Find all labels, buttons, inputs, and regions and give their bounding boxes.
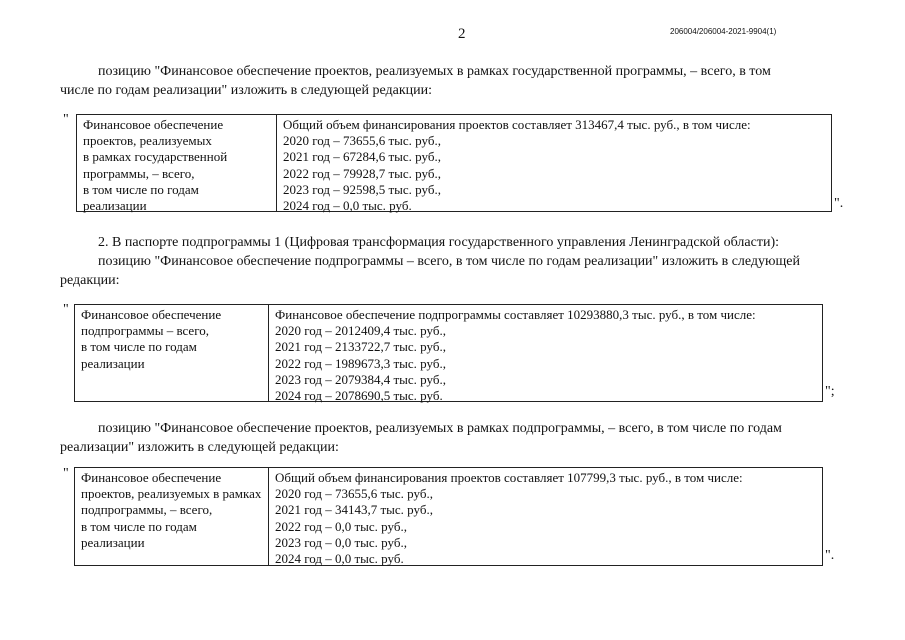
label-line: подпрограммы – всего, — [81, 323, 209, 339]
label-line: в том числе по годам — [81, 339, 197, 355]
content-line: 2020 год – 73655,6 тыс. руб., — [275, 486, 433, 502]
content-line: 2024 год – 0,0 тыс. руб. — [275, 551, 404, 567]
paragraph-3 — [60, 419, 782, 457]
paragraph-line: позицию "Финансовое обеспечение проектов, реализуемых в рамках подпрограммы, – всего, в том числе по годам — [98, 421, 782, 436]
label-line: реализации — [81, 355, 145, 371]
table-content-cell — [275, 307, 756, 404]
content-line: Общий объем финансирования проектов составляет 313467,4 тыс. руб., в том числе: — [283, 117, 751, 132]
content-line: 2022 год – 1989673,3 тыс. руб., — [275, 355, 446, 371]
content-line: 2024 год – 0,0 тыс. руб. — [283, 198, 412, 214]
label-line: реализации — [83, 198, 147, 214]
open-quote: " — [63, 112, 69, 127]
column-divider — [268, 305, 269, 401]
content-line: 2021 год – 67284,6 тыс. руб., — [283, 149, 441, 165]
column-divider — [276, 115, 277, 211]
table-label-cell — [81, 307, 221, 372]
document-code: 206004/206004-2021-9904(1) — [670, 27, 777, 36]
table-label-cell — [81, 470, 261, 551]
label-line: подпрограммы, – всего, — [81, 502, 213, 518]
label-line: проектов, реализуемых — [83, 133, 212, 149]
label-line: Финансовое обеспечение — [81, 470, 222, 485]
close-quote: ". — [834, 196, 844, 211]
financing-table-3 — [74, 467, 823, 566]
page-number: 2 — [458, 26, 466, 42]
content-line: 2020 год – 2012409,4 тыс. руб., — [275, 323, 446, 339]
content-line: 2021 год – 2133722,7 тыс. руб., — [275, 339, 446, 355]
content-line: Финансовое обеспечение подпрограммы составляет 10293880,3 тыс. руб., в том числе: — [275, 307, 756, 322]
label-line: в том числе по годам — [81, 518, 197, 534]
label-line: реализации — [81, 534, 145, 550]
paragraph-line: позицию "Финансовое обеспечение проектов, реализуемых в рамках государственной программы, – всего, в том — [98, 64, 771, 79]
label-line: в рамках государственной — [83, 149, 228, 165]
paragraph-2 — [60, 233, 800, 290]
open-quote: " — [63, 466, 69, 481]
close-quote: "; — [825, 384, 835, 399]
content-line: 2021 год – 34143,7 тыс. руб., — [275, 502, 433, 518]
content-line: 2024 год – 2078690,5 тыс. руб. — [275, 388, 443, 404]
label-line: проектов, реализуемых в рамках — [81, 486, 262, 502]
paragraph-1 — [60, 62, 771, 100]
table-content-cell — [275, 470, 743, 567]
label-line: в том числе по годам — [83, 181, 199, 197]
label-line: Финансовое обеспечение — [83, 117, 224, 132]
table-label-cell — [83, 117, 227, 214]
content-line: 2023 год – 2079384,4 тыс. руб., — [275, 371, 446, 387]
paragraph-line: числе по годам реализации" изложить в следующей редакции: — [60, 83, 433, 98]
content-line: 2023 год – 92598,5 тыс. руб., — [283, 181, 441, 197]
table-content-cell — [283, 117, 751, 214]
content-line: 2022 год – 0,0 тыс. руб., — [275, 518, 407, 534]
paragraph-line: реализации" изложить в следующей редакции: — [60, 440, 339, 455]
financing-table-1 — [76, 114, 832, 212]
content-line: 2023 год – 0,0 тыс. руб., — [275, 534, 407, 550]
paragraph-line: 2. В паспорте подпрограммы 1 (Цифровая трансформация государственного управления Ленинградской области): — [98, 235, 779, 250]
close-quote: ". — [825, 548, 835, 563]
paragraph-line: редакции: — [60, 273, 120, 288]
label-line: Финансовое обеспечение — [81, 307, 222, 322]
open-quote: " — [63, 302, 69, 317]
content-line: Общий объем финансирования проектов составляет 107799,3 тыс. руб., в том числе: — [275, 470, 743, 485]
paragraph-line: позицию "Финансовое обеспечение подпрограммы – всего, в том числе по годам реализации" изложить в следующей — [98, 254, 801, 269]
column-divider — [268, 468, 269, 565]
content-line: 2020 год – 73655,6 тыс. руб., — [283, 133, 441, 149]
label-line: программы, – всего, — [83, 165, 195, 181]
content-line: 2022 год – 79928,7 тыс. руб., — [283, 165, 441, 181]
financing-table-2 — [74, 304, 823, 402]
